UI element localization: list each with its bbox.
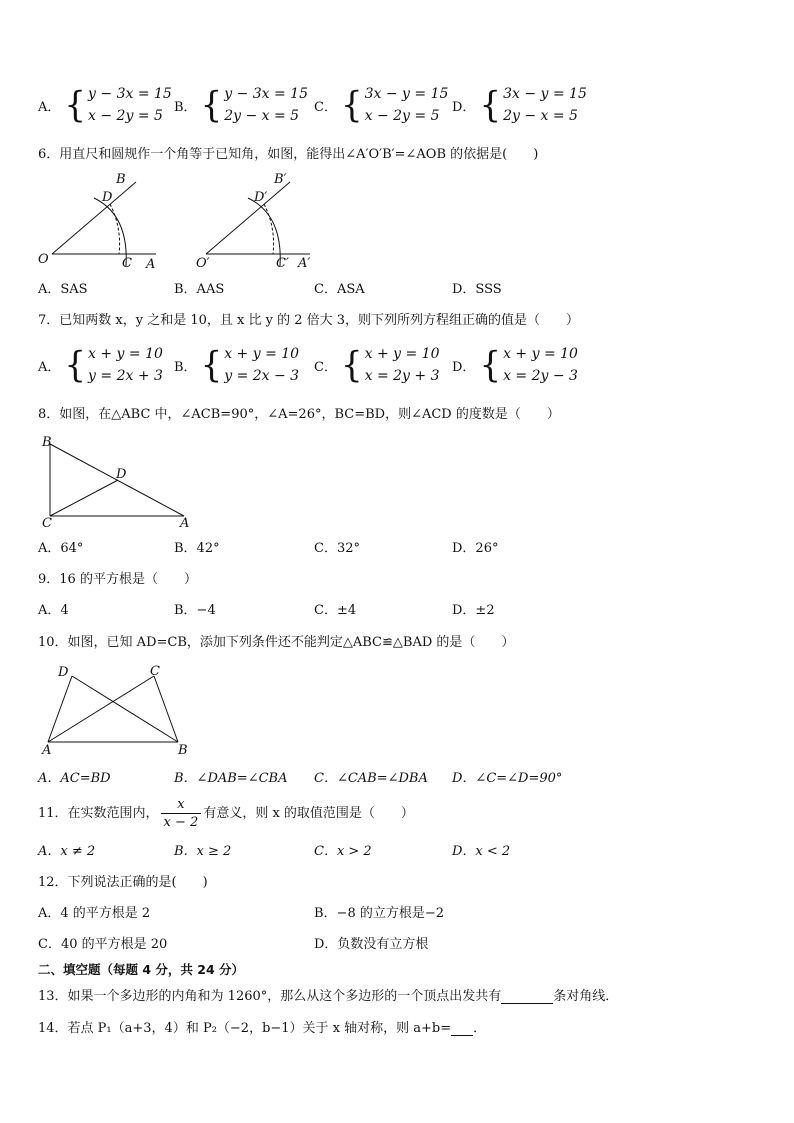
brace: { [200, 344, 223, 386]
q10-option-c: C．∠CAB=∠DBA [314, 771, 428, 786]
q6-figure [34, 170, 334, 275]
q5-option-c: C． { 3x − y = 15 x − 2y = 5 [314, 84, 449, 126]
brace: { [479, 344, 502, 386]
q10-option-b: B．∠DAB=∠CBA [174, 771, 288, 786]
q9-stem: 9．16 的平方根是（ ） [38, 572, 197, 587]
label-b: B [42, 435, 52, 450]
q8-option-d: D．26° [452, 541, 499, 556]
brace: { [479, 84, 502, 126]
q10-option-a: A．AC=BD [38, 771, 111, 786]
fraction: $\frac{x}{x - 2}$ [161, 798, 202, 829]
answer-blank[interactable] [501, 990, 553, 1004]
q8-stem: 8．如图，在△ABC 中，∠ACB=90°，∠A=26°，BC=BD，则∠ACD 的度数是（ ） [38, 407, 560, 422]
label-d: D [58, 665, 69, 680]
q14-stem: 14．若点 P₁（a+3，4）和 P₂（−2，b−1）关于 x 轴对称，则 a+b= ． [38, 1021, 487, 1036]
q8-option-b: B．42° [174, 541, 220, 556]
label-a-prime: A′ [298, 256, 311, 271]
label-c: C [42, 516, 52, 530]
brace: { [200, 84, 223, 126]
q9-option-b: B．−4 [174, 603, 216, 618]
brace: { [340, 344, 363, 386]
brace: { [340, 84, 363, 126]
q5-option-d: D． { 3x − y = 15 2y − x = 5 [452, 84, 587, 126]
label-b-prime: B′ [274, 172, 287, 187]
q8-option-a: A．64° [38, 541, 84, 556]
label-b: B [116, 172, 126, 187]
q9-option-c: C．±4 [314, 603, 357, 618]
q6-option-d: D．SSS [452, 282, 502, 297]
answer-blank[interactable] [451, 1022, 473, 1036]
label-a: A [146, 257, 156, 272]
q9-option-d: D．±2 [452, 603, 495, 618]
label-c: C [122, 256, 132, 271]
label-o: O [38, 252, 49, 267]
q13-stem: 13．如果一个多边形的内角和为 1260°，那么从这个多边形的一个顶点出发共有 条对角线． [38, 989, 619, 1004]
q11-option-d: D．x < 2 [452, 844, 511, 859]
q5-option-a: A． { y − 3x = 15 x − 2y = 5 [38, 84, 172, 126]
label-d-prime: D′ [254, 190, 268, 205]
brace: { [64, 344, 87, 386]
q9-option-a: A．4 [38, 603, 69, 618]
q7-option-c: C． { x + y = 10 x = 2y + 3 [314, 344, 440, 386]
q6-stem: 6．用直尺和圆规作一个角等于已知角，如图，能得出∠A′O′B′=∠AOB 的依据是( ) [38, 147, 539, 162]
q10-option-d: D．∠C=∠D=90° [452, 771, 563, 786]
q12-option-d: D．负数没有立方根 [314, 937, 429, 952]
label-c: C [150, 664, 160, 679]
q7-option-d: D． { x + y = 10 x = 2y − 3 [452, 344, 578, 386]
label-b: B [178, 743, 188, 758]
section-title: 二、填空题（每题 4 分，共 24 分） [38, 962, 245, 977]
q12-stem: 12．下列说法正确的是( ) [38, 875, 208, 890]
q12-option-b: B．−8 的立方根是−2 [314, 906, 445, 921]
q11-stem: 11．在实数范围内， $\frac{x}{x - 2}$ 有意义，则 x 的取值范围是（ ） [38, 797, 414, 830]
q11-option-a: A．x ≠ 2 [38, 844, 96, 859]
q8-option-c: C．32° [314, 541, 360, 556]
q11-option-b: B．x ≥ 2 [174, 844, 232, 859]
q10-figure [36, 660, 206, 758]
q7-option-b: B． { x + y = 10 y = 2x − 3 [174, 344, 300, 386]
q12-option-c: C．40 的平方根是 20 [38, 937, 168, 952]
label-d: D [102, 190, 113, 205]
q10-stem: 10．如图，已知 AD=CB，添加下列条件还不能判定△ABC≌△BAD 的是（ ） [38, 635, 515, 650]
label-d: D [116, 467, 127, 482]
q5-option-b: B． { y − 3x = 15 2y − x = 5 [174, 84, 308, 126]
q6-option-c: C．ASA [314, 282, 365, 297]
q6-option-b: B．AAS [174, 282, 225, 297]
label-a: A [42, 743, 52, 758]
q11-option-c: C．x > 2 [314, 844, 372, 859]
q8-figure [36, 432, 206, 530]
q6-option-a: A．SAS [38, 282, 88, 297]
q7-stem: 7．已知两数 x，y 之和是 10，且 x 比 y 的 2 倍大 3，则下列所列方程组正确的值是（ ） [38, 313, 580, 328]
q12-option-a: A．4 的平方根是 2 [38, 906, 151, 921]
brace: { [64, 84, 87, 126]
label-c-prime: C′ [276, 256, 289, 271]
label-o-prime: O′ [196, 256, 210, 271]
q7-option-a: A． { x + y = 10 y = 2x + 3 [38, 344, 163, 386]
label-a: A [180, 516, 190, 530]
